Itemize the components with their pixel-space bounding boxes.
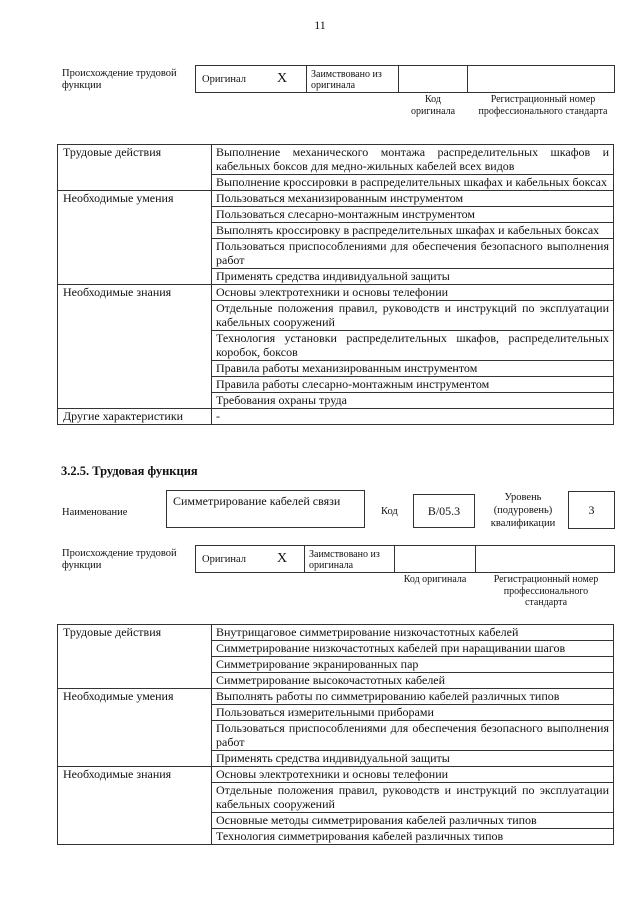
function-name-cell xyxy=(166,490,365,528)
origin2-label: Происхождение трудовой функции xyxy=(62,548,177,571)
item-cell: Пользоваться слесарно-монтажным инструментом xyxy=(212,207,614,223)
table-row xyxy=(58,409,614,425)
item-cell: Выполнение механического монтажа распределительных шкафов и кабельных боксов для медно-жильных кабелей всех видов xyxy=(212,145,614,175)
origin2-mark: X xyxy=(277,551,288,566)
origin2-original-text: Оригинал xyxy=(202,554,246,565)
category-cell: Трудовые действия xyxy=(58,625,212,689)
origin-reg-cell xyxy=(467,65,615,93)
table-row xyxy=(58,767,614,783)
item-cell: Выполнять кроссировку в распределительных шкафах и кабельных боксах xyxy=(212,223,614,239)
item-cell: Правила работы слесарно-монтажным инструментом xyxy=(212,377,614,393)
item-cell: Пользоваться приспособлениями для обеспечения безопасного выполнения работ xyxy=(212,721,614,751)
origin2-code-cell xyxy=(394,545,476,573)
origin-borrowed-cell xyxy=(306,65,399,93)
item-cell: - xyxy=(212,409,614,425)
item-cell: Требования охраны труда xyxy=(212,393,614,409)
category-cell: Необходимые умения xyxy=(58,191,212,285)
origin-code-caption: Код оригинала xyxy=(410,94,456,117)
item-cell: Симметрирование высокочастотных кабелей xyxy=(212,673,614,689)
item-cell: Отдельные положения правил, руководств и инструкций по эксплуатации кабельных сооружений xyxy=(212,783,614,813)
function-name-value: Симметрирование кабелей связи xyxy=(173,494,341,508)
item-cell: Основы электротехники и основы телефонии xyxy=(212,285,614,301)
item-cell: Пользоваться приспособлениями для обеспечения безопасного выполнения работ xyxy=(212,239,614,269)
origin2-original-cell xyxy=(195,545,305,573)
section-title: 3.2.5. Трудовая функция xyxy=(61,464,198,478)
table-row xyxy=(58,689,614,705)
origin-mark: X xyxy=(277,71,288,86)
item-cell: Основы электротехники и основы телефонии xyxy=(212,767,614,783)
function-code-label: Код xyxy=(381,506,398,517)
item-cell: Основные методы симметрирования кабелей различных типов xyxy=(212,813,614,829)
function-code-value: B/05.3 xyxy=(427,503,461,518)
function-name-label: Наименование xyxy=(62,507,128,518)
function-code-cell xyxy=(413,494,475,528)
origin-label: Происхождение трудовой функции xyxy=(62,68,177,91)
item-cell: Симметрирование низкочастотных кабелей при наращивании шагов xyxy=(212,641,614,657)
item-cell: Применять средства индивидуальной защиты xyxy=(212,269,614,285)
item-cell: Внутрищаговое симметрирование низкочастотных кабелей xyxy=(212,625,614,641)
origin-reg-caption: Регистрационный номер профессионального стандарта xyxy=(478,94,608,117)
origin2-reg-caption: Регистрационный номер профессионального стандарта xyxy=(493,574,599,608)
origin-original-text: Оригинал xyxy=(202,74,246,85)
item-cell: Симметрирование экранированных пар xyxy=(212,657,614,673)
table-row xyxy=(58,625,614,641)
table-row xyxy=(58,145,614,175)
category-cell: Другие характеристики xyxy=(58,409,212,425)
origin2-reg-cell xyxy=(475,545,615,573)
function-level-label: Уровень (подуровень) квалификации xyxy=(490,492,556,529)
category-cell: Необходимые знания xyxy=(58,767,212,845)
competency-table-1 xyxy=(57,144,614,425)
item-cell: Пользоваться механизированным инструментом xyxy=(212,191,614,207)
origin-borrowed-text: Заимствовано из оригинала xyxy=(311,69,382,91)
competency-table-2 xyxy=(57,624,614,845)
origin-code-cell xyxy=(398,65,468,93)
category-cell: Трудовые действия xyxy=(58,145,212,191)
item-cell: Пользоваться измерительными приборами xyxy=(212,705,614,721)
page-number: 11 xyxy=(314,18,326,32)
function-level-cell xyxy=(568,491,615,529)
item-cell: Отдельные положения правил, руководств и инструкций по эксплуатации кабельных сооружений xyxy=(212,301,614,331)
item-cell: Технология симметрирования кабелей различных типов xyxy=(212,829,614,845)
origin2-code-caption: Код оригинала xyxy=(403,574,467,585)
item-cell: Выполнение кроссировки в распределительных шкафах и кабельных боксах xyxy=(212,175,614,191)
table-row xyxy=(58,191,614,207)
item-cell: Применять средства индивидуальной защиты xyxy=(212,751,614,767)
table-row xyxy=(58,285,614,301)
item-cell: Технология установки распределительных шкафов, распределительных коробок, боксов xyxy=(212,331,614,361)
category-cell: Необходимые умения xyxy=(58,689,212,767)
origin2-borrowed-cell xyxy=(304,545,395,573)
origin-original-cell xyxy=(195,65,307,93)
function-level-value: 3 xyxy=(588,502,595,517)
origin2-borrowed-text: Заимствовано из оригинала xyxy=(309,549,380,571)
item-cell: Выполнять работы по симметрированию кабелей различных типов xyxy=(212,689,614,705)
category-cell: Необходимые знания xyxy=(58,285,212,409)
item-cell: Правила работы механизированным инструментом xyxy=(212,361,614,377)
